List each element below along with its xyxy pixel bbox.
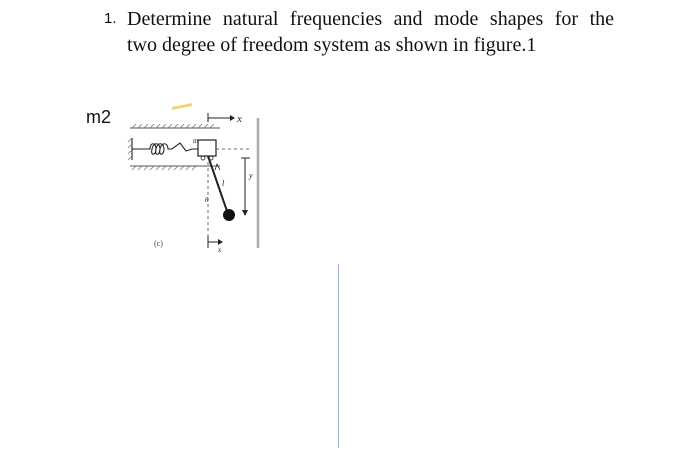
question-text-line-1: Determine natural frequencies and mode shapes for the [127, 8, 614, 30]
angle-label: θ [205, 196, 209, 204]
y-arrow-head [242, 210, 248, 216]
spring-icon [132, 143, 198, 154]
ceiling-hatch [132, 124, 214, 128]
x-arrow-head [230, 115, 235, 121]
cart-mass [198, 140, 216, 156]
cart-wheel-left [201, 156, 205, 160]
question-text-line-2: two degree of freedom system as shown in figure.1 [127, 34, 537, 56]
pendulum-bob [223, 209, 235, 221]
m2-label: m2 [86, 107, 112, 127]
two-dof-system-figure [120, 98, 270, 258]
accent-mark [172, 103, 192, 110]
left-wall-hatch [128, 138, 132, 160]
cart-mass-label: m [193, 137, 199, 145]
vertical-divider-line [338, 264, 339, 448]
x-bottom-arrow-head [218, 239, 223, 245]
y-label: y [249, 171, 253, 180]
floor-hatch [132, 166, 196, 170]
x-top-label: x [237, 113, 242, 125]
pendulum-rod [208, 156, 228, 214]
rod-arrow [215, 164, 220, 170]
figure-caption: (c) [154, 239, 163, 248]
question-number: 1. [104, 10, 117, 27]
length-label: l [222, 179, 225, 188]
x-bottom-label: x [218, 246, 222, 254]
